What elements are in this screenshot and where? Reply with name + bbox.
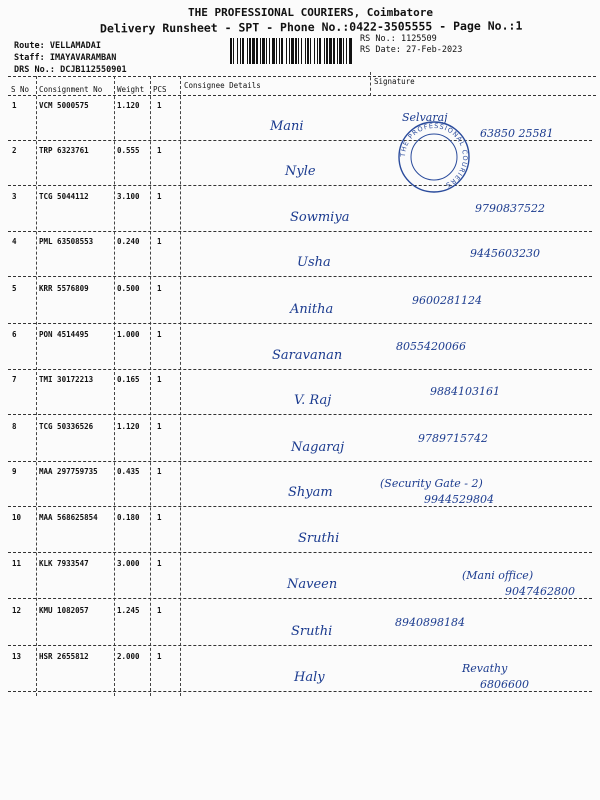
row-divider — [8, 185, 592, 186]
handwritten-phone: 8940898184 — [395, 616, 465, 629]
barcode-bar — [305, 38, 306, 64]
drs-label: DRS No.: — [14, 65, 55, 75]
runsheet-title: Delivery Runsheet - SPT - Phone No.:0422-3505555 - Page No.:1 — [99, 18, 523, 36]
drs-value: DCJB112550901 — [60, 65, 127, 75]
handwritten-phone: 8055420066 — [396, 340, 466, 353]
barcode-bar — [337, 38, 338, 64]
barcode-bar — [256, 38, 258, 64]
staff-value: IMAYAVARAMBAN — [49, 53, 117, 63]
barcode-bar — [269, 38, 270, 64]
row-consignment-no: TCG 5044112 — [39, 192, 89, 201]
col-header-weight: Weight — [117, 85, 145, 94]
table-row — [0, 97, 600, 143]
signature-text: Selvaraj — [402, 111, 448, 124]
row-consignment-no: MAA 568625854 — [39, 513, 98, 522]
col-header-signature: Signature — [374, 77, 415, 86]
signature-text: (Security Gate - 2) — [380, 477, 483, 490]
barcode-bar — [317, 38, 318, 64]
route-label: Route: — [14, 41, 45, 51]
staff-label: Staff: — [14, 53, 45, 63]
barcode-bar — [346, 38, 347, 64]
barcode-bar — [310, 38, 311, 64]
row-pcs: 1 — [157, 146, 162, 155]
col-header-sno: S No — [11, 85, 30, 94]
row-divider — [8, 461, 592, 462]
row-sno: 12 — [12, 606, 22, 615]
barcode-bar — [279, 38, 280, 64]
barcode-bar — [252, 38, 255, 64]
barcode-bar — [260, 38, 261, 64]
company-name: THE PROFESSIONAL COURIERS, Coimbatore — [188, 6, 434, 19]
barcode-bar — [247, 38, 248, 64]
consignee-name: Mani — [270, 119, 304, 134]
row-divider — [8, 598, 592, 599]
row-pcs: 1 — [157, 559, 162, 568]
row-weight: 0.165 — [117, 375, 140, 384]
row-consignment-no: KRR 5576809 — [39, 284, 89, 293]
row-divider — [8, 506, 592, 507]
consignee-name: Haly — [294, 670, 325, 685]
rs-date-line — [360, 45, 462, 55]
staff-line — [14, 53, 116, 63]
barcode-bar — [339, 38, 342, 64]
consignee-name: Usha — [297, 255, 331, 270]
barcode-bar — [343, 38, 344, 64]
table-row — [0, 509, 600, 555]
row-consignment-no: MAA 297759735 — [39, 467, 98, 476]
consignee-name: Saravanan — [272, 348, 343, 363]
table-row — [0, 280, 600, 326]
consignee-name: Sruthi — [298, 531, 340, 546]
rs-no-line — [360, 34, 437, 44]
barcode-bar — [237, 38, 238, 64]
row-pcs: 1 — [157, 192, 162, 201]
row-divider — [8, 691, 592, 692]
row-weight: 0.180 — [117, 513, 140, 522]
row-sno: 4 — [12, 237, 17, 246]
table-top-rule — [8, 76, 596, 77]
row-weight: 3.000 — [117, 559, 140, 568]
consignee-name: Nyle — [285, 164, 316, 179]
barcode-bar — [329, 38, 332, 64]
row-consignment-no: KMU 1082057 — [39, 606, 89, 615]
row-sno: 11 — [12, 559, 22, 568]
row-weight: 0.240 — [117, 237, 140, 246]
rs-no-label: RS No.: — [360, 34, 396, 44]
route-line — [14, 41, 101, 51]
barcode-bar — [230, 38, 232, 64]
row-sno: 7 — [12, 375, 17, 384]
barcode-bar — [295, 38, 297, 64]
handwritten-phone: 6806600 — [480, 678, 529, 691]
rs-date-value: 27-Feb-2023 — [406, 45, 463, 55]
row-divider — [8, 369, 592, 370]
table-row — [0, 326, 600, 372]
table-row — [0, 142, 600, 188]
row-divider — [8, 552, 592, 553]
row-divider — [8, 276, 592, 277]
barcode-bar — [319, 38, 321, 64]
row-sno: 1 — [12, 101, 17, 110]
barcode-bar — [291, 38, 294, 64]
row-pcs: 1 — [157, 422, 162, 431]
barcode-bar — [314, 38, 315, 64]
row-divider — [8, 414, 592, 415]
row-sno: 2 — [12, 146, 17, 155]
barcode-bar — [326, 38, 328, 64]
rs-no-value: 1125509 — [400, 34, 437, 44]
row-weight: 3.100 — [117, 192, 140, 201]
row-sno: 6 — [12, 330, 17, 339]
handwritten-phone: 9600281124 — [412, 294, 482, 307]
barcode-bar — [276, 38, 277, 64]
row-consignment-no: TCG 50336526 — [39, 422, 94, 431]
col-header-consignee: Consignee Details — [184, 81, 261, 90]
handwritten-phone: 9944529804 — [424, 493, 494, 506]
barcode-bar — [240, 38, 241, 64]
barcode-bar — [266, 38, 267, 64]
table-row — [0, 648, 600, 694]
barcode-bar — [242, 38, 244, 64]
col-divider — [370, 72, 371, 96]
barcode-bar — [286, 38, 287, 64]
row-weight: 1.120 — [117, 101, 140, 110]
row-pcs: 1 — [157, 237, 162, 246]
row-sno: 5 — [12, 284, 17, 293]
table-row — [0, 555, 600, 601]
row-divider — [8, 323, 592, 324]
barcode-bar — [281, 38, 283, 64]
row-weight: 1.120 — [117, 422, 140, 431]
barcode-bar — [249, 38, 251, 64]
row-weight: 0.435 — [117, 467, 140, 476]
consignee-name: Sruthi — [291, 624, 333, 639]
row-weight: 1.000 — [117, 330, 140, 339]
row-pcs: 1 — [157, 330, 162, 339]
barcode-bar — [301, 38, 302, 64]
rs-date-label: RS Date: — [360, 45, 401, 55]
handwritten-phone: 9047462800 — [505, 585, 575, 598]
table-row — [0, 418, 600, 464]
row-pcs: 1 — [157, 375, 162, 384]
svg-text:THE PROFESSIONAL COURIERS: THE PROFESSIONAL COURIERS — [398, 121, 470, 190]
row-pcs: 1 — [157, 284, 162, 293]
table-row — [0, 188, 600, 234]
consignee-name: Shyam — [288, 485, 333, 500]
barcode — [229, 38, 353, 64]
row-pcs: 1 — [157, 606, 162, 615]
row-sno: 10 — [12, 513, 22, 522]
table-row — [0, 371, 600, 417]
barcode-bar — [298, 38, 299, 64]
row-divider — [8, 645, 592, 646]
consignee-name: Nagaraj — [291, 440, 345, 455]
courier-stamp — [395, 118, 473, 196]
row-consignment-no: TRP 6323761 — [39, 146, 89, 155]
col-header-consignment: Consignment No — [39, 85, 103, 94]
barcode-bar — [233, 38, 234, 64]
barcode-bar — [307, 38, 309, 64]
row-sno: 9 — [12, 467, 17, 476]
col-header-pcs: PCS — [153, 85, 167, 94]
handwritten-phone: 9884103161 — [430, 385, 500, 398]
handwritten-phone: 9789715742 — [418, 432, 488, 445]
row-consignment-no: PON 4514495 — [39, 330, 89, 339]
row-sno: 8 — [12, 422, 17, 431]
row-weight: 0.500 — [117, 284, 140, 293]
row-weight: 1.245 — [117, 606, 140, 615]
table-row — [0, 233, 600, 279]
row-sno: 3 — [12, 192, 17, 201]
row-consignment-no: VCM 5000575 — [39, 101, 89, 110]
row-pcs: 1 — [157, 467, 162, 476]
barcode-bar — [333, 38, 335, 64]
barcode-bar — [262, 38, 265, 64]
row-weight: 0.555 — [117, 146, 140, 155]
barcode-bar — [289, 38, 290, 64]
route-value: VELLAMADAI — [49, 41, 102, 51]
row-consignment-no: KLK 7933547 — [39, 559, 89, 568]
handwritten-phone: 63850 25581 — [480, 127, 554, 140]
consignee-name: Sowmiya — [290, 210, 350, 225]
row-consignment-no: TMI 30172213 — [39, 375, 94, 384]
drs-line — [14, 65, 127, 75]
table-row — [0, 463, 600, 509]
row-pcs: 1 — [157, 652, 162, 661]
handwritten-phone: 9445603230 — [470, 247, 540, 260]
signature-text: (Mani office) — [462, 569, 534, 582]
signature-text: Revathy — [462, 662, 508, 675]
table-header-rule — [8, 95, 596, 96]
row-sno: 13 — [12, 652, 22, 661]
handwritten-phone: 9790837522 — [475, 202, 545, 215]
row-weight: 2.000 — [117, 652, 140, 661]
row-divider — [8, 140, 592, 141]
consignee-name: Anitha — [290, 302, 334, 317]
row-consignment-no: HSR 2655812 — [39, 652, 89, 661]
row-consignment-no: PML 63508553 — [39, 237, 94, 246]
row-pcs: 1 — [157, 513, 162, 522]
row-divider — [8, 231, 592, 232]
barcode-bar — [349, 38, 352, 64]
row-pcs: 1 — [157, 101, 162, 110]
table-row — [0, 602, 600, 648]
consignee-name: V. Raj — [294, 393, 332, 408]
barcode-bar — [272, 38, 275, 64]
consignee-name: Naveen — [287, 577, 338, 592]
barcode-bar — [324, 38, 325, 64]
